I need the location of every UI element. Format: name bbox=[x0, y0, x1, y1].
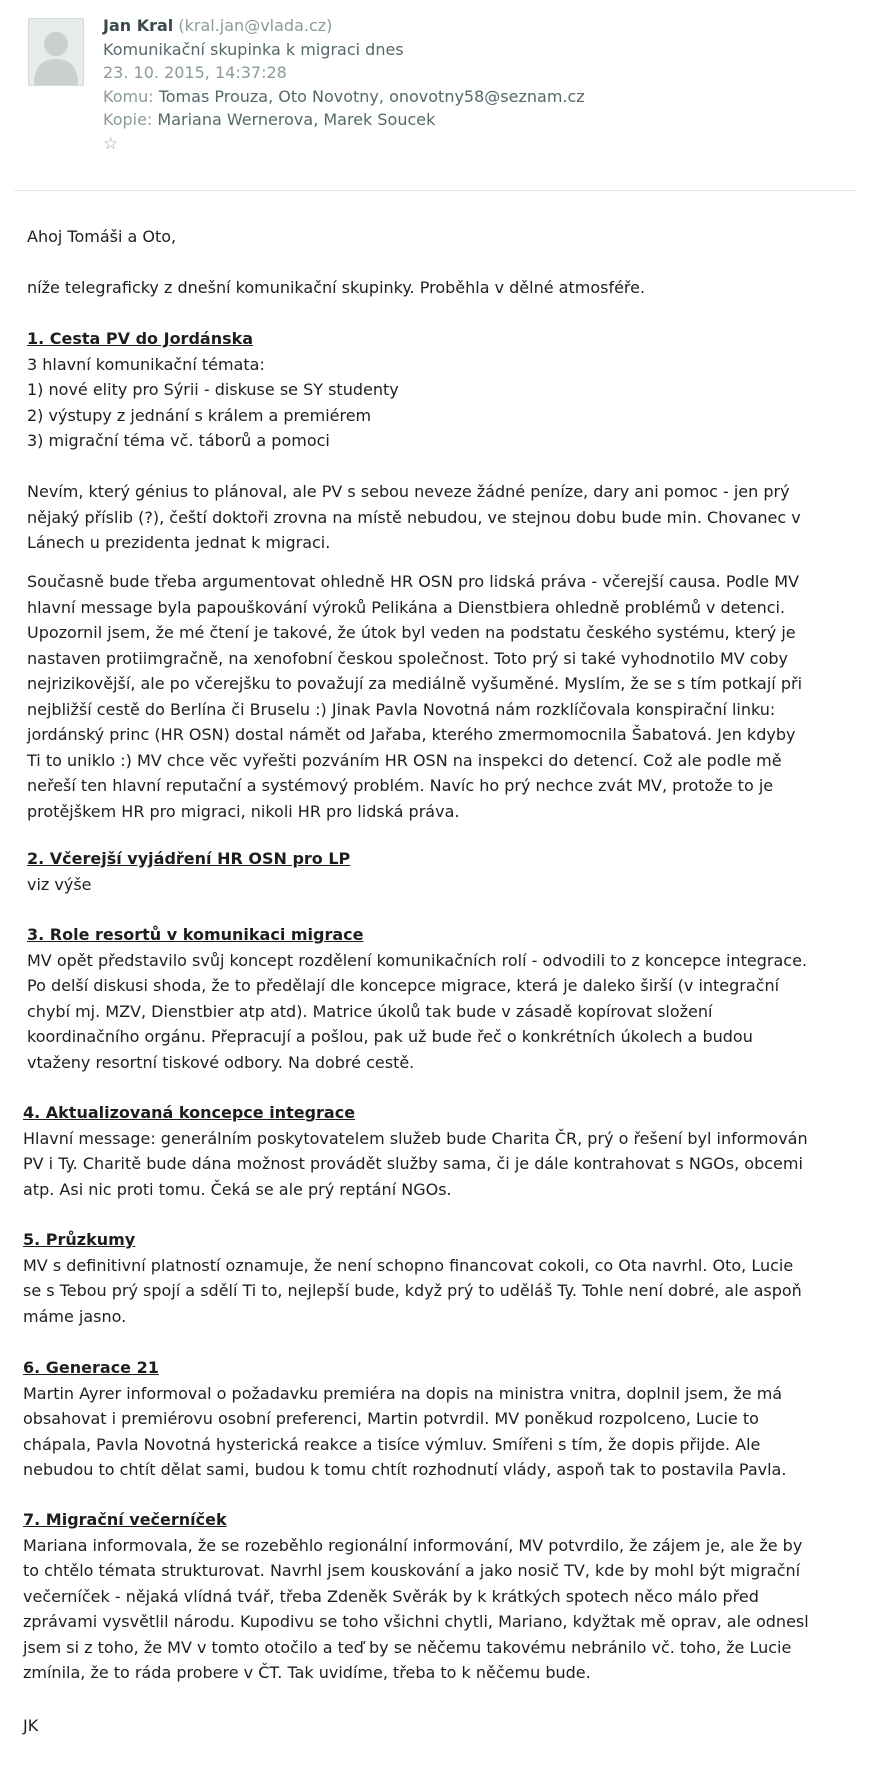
paragraph-1-line: Lánech u prezidenta jednat k migraci. bbox=[27, 533, 331, 552]
to-line bbox=[103, 85, 585, 109]
section-5-line: máme jasno. bbox=[23, 1306, 127, 1326]
paragraph-2-line: Ti to uniklo :) MV chce věc vyřešti pozváním HR OSN na inspekci do detencí. Což ale podle mě bbox=[27, 750, 782, 770]
section-2-line: viz výše bbox=[27, 874, 92, 894]
paragraph-1 bbox=[27, 479, 801, 556]
section-5-line: se s Tebou prý spojí a sdělí Ti to, nejlepší bude, když prý to uděláš Ty. Tohle není dobré, ale aspoň bbox=[23, 1281, 802, 1300]
star-icon[interactable]: ☆ bbox=[103, 133, 119, 154]
section-3-line: chybí mj. MZV, Dienstbier atp atd). Matrice úkolů tak bude v zásadě kopírovat složení bbox=[27, 1001, 713, 1021]
section-7-line: zprávami vysvětlil národu. Kupodivu se toho všichni chytli, Mariano, kdyžtak mě oprav, ale odnesl bbox=[23, 1612, 809, 1631]
cc-line bbox=[103, 108, 585, 132]
to-recipients: Tomas Prouza, Oto Novotny, onovotny58@seznam.cz bbox=[158, 86, 585, 106]
signature: JK bbox=[23, 1716, 39, 1735]
section-5-line: MV s definitivní platností oznamuje, že není schopno financovat cokoli, co Ota navrhl. Oto, Lucie bbox=[23, 1255, 794, 1275]
sender-avatar bbox=[28, 18, 84, 86]
section-3-line: MV opět představilo svůj koncept rozdělení komunikačních rolí - odvodili to z koncepce integrace. bbox=[27, 950, 808, 970]
paragraph-2-line: jordánský princ (HR OSN) dostal námět od Jařaba, kterého zmermomocnila Šabatová. Jen kdyby bbox=[27, 725, 796, 744]
sender-name[interactable]: Jan Kral bbox=[103, 16, 174, 35]
intro: níže telegraficky z dnešní komunikační skupinky. Proběhla v dělné atmosféře. bbox=[27, 278, 646, 297]
section-3-line: Po delší diskusi shoda, že to předělají dle koncepce migrace, která je daleko širší (v integrační bbox=[27, 976, 780, 995]
section-6-line: nebudou to chtít dělat sami, budou k tomu chtít rozhodnutí vlády, aspoň tak to postavila Pavla. bbox=[23, 1460, 787, 1479]
section-7-line: zmínila, že to ráda probere v ČT. Tak uvidíme, třeba to k něčemu bude. bbox=[23, 1663, 591, 1682]
section-1-line: 3) migrační téma vč. táborů a pomoci bbox=[27, 431, 330, 450]
message-meta bbox=[103, 14, 585, 156]
paragraph-2 bbox=[27, 569, 802, 824]
paragraph-2-line: Upozornil jsem, že mé čtení je takové, že útok byl veden na podstatu českého systému, který je bbox=[27, 623, 796, 642]
section-4-line: PV i Ty. Charitě bude dána možnost provádět služby sama, či je dále kontrahovat s NGOs, obcemi bbox=[23, 1154, 803, 1173]
section-7-line: Mariana informovala, že se rozeběhlo regionální informování, MV potvrdilo, že zájem je, ale že by bbox=[23, 1535, 803, 1555]
paragraph-1-line: Nevím, který génius to plánoval, ale PV s sebou neveze žádné peníze, dary ani pomoc - jen prý bbox=[27, 482, 790, 501]
section-1-line: 2) výstupy z jednání s králem a premiérem bbox=[27, 405, 372, 425]
section-7 bbox=[23, 1507, 809, 1686]
section-4-line: Hlavní message: generálním poskytovatelem služeb bude Charita ČR, prý o řešení byl informován bbox=[23, 1128, 808, 1148]
paragraph-2-line: Současně bude třeba argumentovat ohledně HR OSN pro lidská práva - včerejší causa. Podle MV bbox=[27, 572, 799, 591]
paragraph-1-line: nějaký příslib (?), čeští doktoři zrovna na místě nebudou, ve stejnou dobu bude min. Chovanec v bbox=[27, 507, 801, 527]
paragraph-2-line: hlavní message byla papouškování výroků Pelikána a Dienstbiera ohledně problémů v detenci. bbox=[27, 597, 786, 617]
section-3-line: vtaženy resortní tiskové odbory. Na dobré cestě. bbox=[27, 1052, 415, 1072]
paragraph-2-line: protějškem HR pro migraci, nikoli HR pro lidská práva. bbox=[27, 801, 460, 821]
section-1-line: 1) nové elity pro Sýrii - diskuse se SY studenty bbox=[27, 380, 399, 399]
from-line bbox=[103, 14, 585, 38]
section-4 bbox=[23, 1100, 808, 1202]
section-3 bbox=[27, 922, 807, 1075]
section-7-title: 7. Migrační večerníček bbox=[23, 1510, 227, 1529]
section-7-line: to chtělo témata strukturovat. Navrhl jsem kouskování a jako nosič TV, kde by mohl být migrační bbox=[23, 1561, 801, 1580]
to-label: Komu: bbox=[103, 86, 154, 106]
section-6-title: 6. Generace 21 bbox=[23, 1358, 159, 1377]
message-subject: Komunikační skupinka k migraci dnes bbox=[103, 39, 404, 59]
section-6-line: chápala, Pavla Novotná hysterická reakce a tisíce výmluv. Smířeni s tím, že dopis přijde. Ale bbox=[23, 1434, 761, 1454]
paragraph-2-line: nastaven protiimgračně, na xenofobní českou společnost. Toto prý si také vyhodnotilo MV coby bbox=[27, 648, 788, 668]
section-2-title: 2. Včerejší vyjádření HR OSN pro LP bbox=[27, 849, 351, 868]
paragraph-2-line: neřeší ten hlavní reputační a systémový problém. Navíc ho prý nechce zvát MV, protože to je bbox=[27, 776, 774, 795]
section-7-line: jsem si z toho, že MV v tomto otočilo a teď by se něčemu takovému nebránilo vč. toho, že Lucie bbox=[23, 1637, 792, 1657]
greeting: Ahoj Tomáši a Oto, bbox=[27, 227, 177, 246]
section-1-title: 1. Cesta PV do Jordánska bbox=[27, 329, 254, 348]
message-date: 23. 10. 2015, 14:37:28 bbox=[103, 63, 287, 82]
section-4-title: 4. Aktualizovaná koncepce integrace bbox=[23, 1103, 356, 1122]
paragraph-2-line: nejrizikovější, ale po včerejšku to považují za mediálně vyšuměné. Myslím, že se s tím potkají při bbox=[27, 674, 803, 693]
cc-recipients: Mariana Wernerova, Marek Soucek bbox=[157, 110, 436, 129]
section-6-line: Martin Ayrer informoval o požadavku premiéra na dopis na ministra vnitra, doplnil jsem, že má bbox=[23, 1383, 783, 1403]
section-3-title: 3. Role resortů v komunikaci migrace bbox=[27, 925, 364, 944]
paragraph-2-line: nejbližší cestě do Berlína či Bruselu :) Jinak Pavla Novotná nám rozklíčovala konspirační linku: bbox=[27, 699, 776, 719]
section-6-line: obsahovat i premiérovu osobní preferenci, Martin potvrdil. MV poněkud rozpolceno, Lucie to bbox=[23, 1409, 759, 1428]
section-6 bbox=[23, 1355, 786, 1483]
message-header bbox=[0, 0, 869, 190]
cc-label: Kopie: bbox=[103, 110, 153, 129]
section-3-line: koordinačního orgánu. Přepracují a pošlou, pak už bude řeč o konkrétních úkolech a budou bbox=[27, 1027, 753, 1046]
section-4-line: atp. Asi nic proti tomu. Čeká se ale prý reptání NGOs. bbox=[23, 1179, 452, 1199]
section-1-line: 3 hlavní komunikační témata: bbox=[27, 354, 265, 374]
section-5-title: 5. Průzkumy bbox=[23, 1230, 136, 1249]
header-divider bbox=[14, 190, 856, 191]
section-5 bbox=[23, 1227, 802, 1329]
section-1 bbox=[27, 326, 399, 454]
section-2 bbox=[27, 846, 350, 897]
section-7-line: večerníček - nějaká vlídná tvář, třeba Zdeněk Svěrák by k krátkých spotech něco málo před bbox=[23, 1586, 759, 1606]
sender-email[interactable]: (kral.jan@vlada.cz) bbox=[178, 16, 333, 35]
